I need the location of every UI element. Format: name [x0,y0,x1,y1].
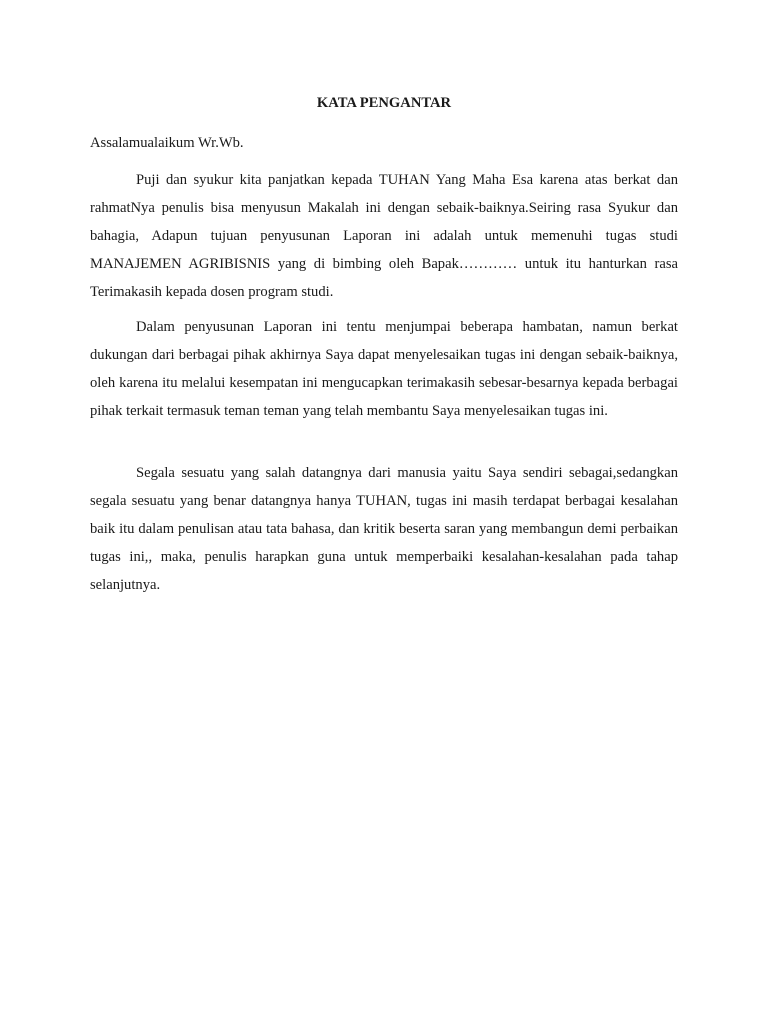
paragraph-3: Segala sesuatu yang salah datangnya dari manusia yaitu Saya sendiri sebagai,sedangkan segala sesuatu yang benar datangnya hanya TUHAN, tugas ini masih terdapat berbagai kesalahan baik itu dalam penulisan atau tata bahasa, dan kritik beserta saran yang membangun demi perbaikan tugas ini,, maka, penulis harapkan guna untuk memperbaiki kesalahan-kesalahan pada tahap selanjutnya. [90,465,678,593]
paragraph-2: Dalam penyusunan Laporan ini tentu menjumpai beberapa hambatan, namun berkat dukungan dari berbagai pihak akhirnya Saya dapat menyelesaikan tugas ini dengan sebaik-baiknya, oleh karena itu melalui kesempatan ini mengucapkan terimakasih sebesar-besarnya kepada berbagai pihak terkait termasuk teman teman yang telah membantu Saya menyelesaikan tugas ini. [90,319,678,419]
greeting-text: Assalamualaikum Wr.Wb. [90,135,244,151]
page-title: KATA PENGANTAR [316,95,452,111]
paragraph-1: Puji dan syukur kita panjatkan kepada TUHAN Yang Maha Esa karena atas berkat dan rahmatNya penulis bisa menyusun Makalah ini dengan sebaik-baiknya.Seiring rasa Syukur dan bahagia, Adapun tujuan penyusunan Laporan ini adalah untuk memenuhi tugas studi MANAJEMEN AGRIBISNIS yang di bimbing oleh Bapak………… untuk itu hanturkan rasa Terimakasih kepada dosen program studi. [90,172,678,300]
